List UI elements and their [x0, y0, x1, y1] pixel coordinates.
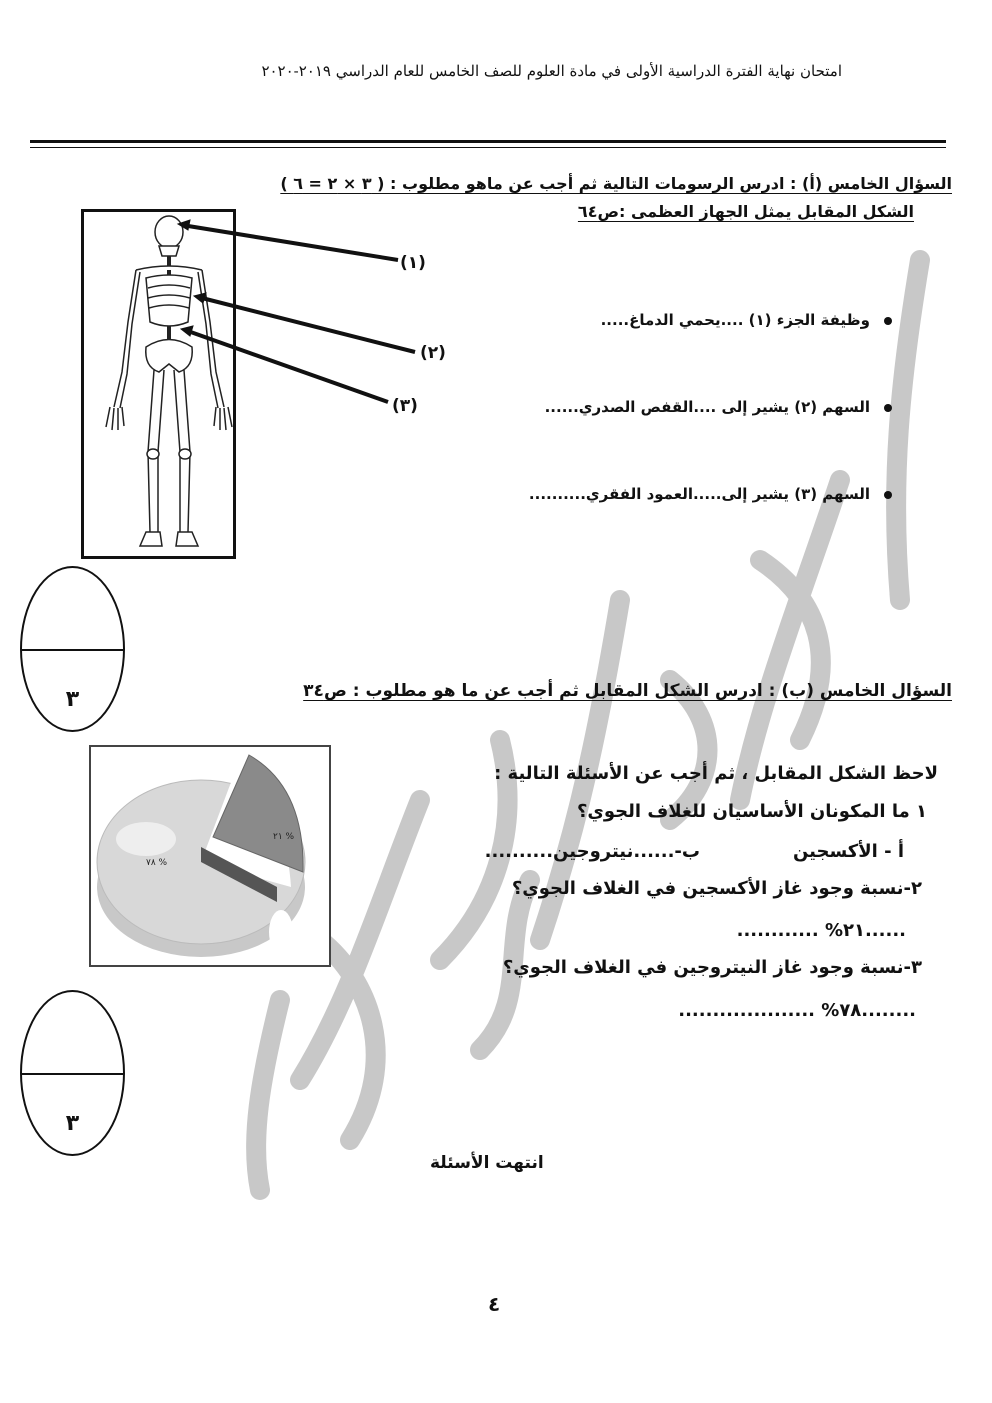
bullet-text-3: السهم (٣) يشير إلى.....العمود الفقري.......... — [528, 485, 870, 503]
arrow-2 — [198, 297, 415, 352]
bullet-dot — [884, 491, 892, 499]
question-b-q3: ٣-نسبة وجود غاز النيتروجين في الغلاف الجوي؟ — [502, 957, 922, 978]
question-b-title: السؤال الخامس (ب) : ادرس الشكل المقابل ثم أجب عن ما هو مطلوب : ص٣٤ — [303, 681, 952, 701]
question-b-q2-answer: ......٢١% ............ — [736, 920, 906, 941]
question-b-intro: لاحظ الشكل المقابل ، ثم أجب عن الأسئلة التالية : — [494, 763, 938, 784]
score-divider — [22, 649, 123, 651]
question-b-q1-answer-a: أ - الأكسجين — [792, 841, 904, 862]
page-number: ٤ — [488, 1292, 501, 1316]
question-a-subtitle: الشكل المقابل يمثل الجهاز العظمى :ص٦٤ — [577, 202, 914, 221]
pie-label-oxygen: ٢١ % — [273, 832, 295, 842]
end-of-questions: انتهت الأسئلة — [430, 1153, 544, 1173]
label-3: (٣) — [392, 396, 418, 416]
arrow-3 — [185, 330, 388, 402]
bullet-dot — [884, 317, 892, 325]
pie-drawing — [91, 747, 329, 965]
arrow-2-head — [194, 293, 206, 303]
arrow-1-head — [178, 220, 190, 230]
pie-highlight — [116, 822, 176, 856]
question-b-q1-answer-b: ب-......نيتروجين.......... — [484, 841, 700, 862]
label-1: (١) — [400, 253, 426, 273]
label-2: (٢) — [420, 343, 446, 363]
arrow-1 — [182, 225, 398, 260]
bullet-dot — [884, 404, 892, 412]
question-a-title: السؤال الخامس (أ) : ادرس الرسومات التالية ثم أجب عن ماهو مطلوب : ( ٣ × ٢ = ٦ ) — [280, 174, 952, 193]
question-b-q3-answer: ........٧٨% .................... — [678, 1000, 916, 1021]
arrow-3-head — [181, 326, 193, 336]
pie-highlight-2 — [269, 910, 293, 954]
score-divider — [22, 1073, 123, 1075]
exam-header: امتحان نهاية الفترة الدراسية الأولى في مادة العلوم للصف الخامس للعام الدراسي ٢٠١٩-٢٠٢٠ — [261, 62, 842, 80]
skeleton-arrows — [160, 215, 430, 415]
question-b-q2: ٢-نسبة وجود غاز الأكسجين في الغلاف الجوي؟ — [511, 878, 922, 899]
bullet-text-2: السهم (٢) يشير إلى ....القفص الصدري...... — [544, 398, 870, 416]
header-divider-thick — [30, 140, 946, 143]
score-oval-b — [20, 990, 125, 1156]
bullet-item-1 — [601, 311, 892, 329]
bullet-item-2 — [545, 398, 892, 416]
bullet-text-1: وظيفة الجزء (١) ....يحمي الدماغ..... — [600, 311, 870, 329]
score-value-a: ٣ — [65, 687, 80, 712]
atmosphere-pie-chart — [89, 745, 331, 967]
pie-label-nitrogen: ٧٨ % — [146, 858, 168, 868]
score-oval-a — [20, 566, 125, 732]
score-value-b: ٣ — [65, 1111, 80, 1136]
header-divider-thin — [30, 147, 946, 148]
question-b-q1: ١ ما المكونان الأساسيان للغلاف الجوي؟ — [576, 801, 927, 822]
bullet-item-3 — [529, 485, 892, 503]
